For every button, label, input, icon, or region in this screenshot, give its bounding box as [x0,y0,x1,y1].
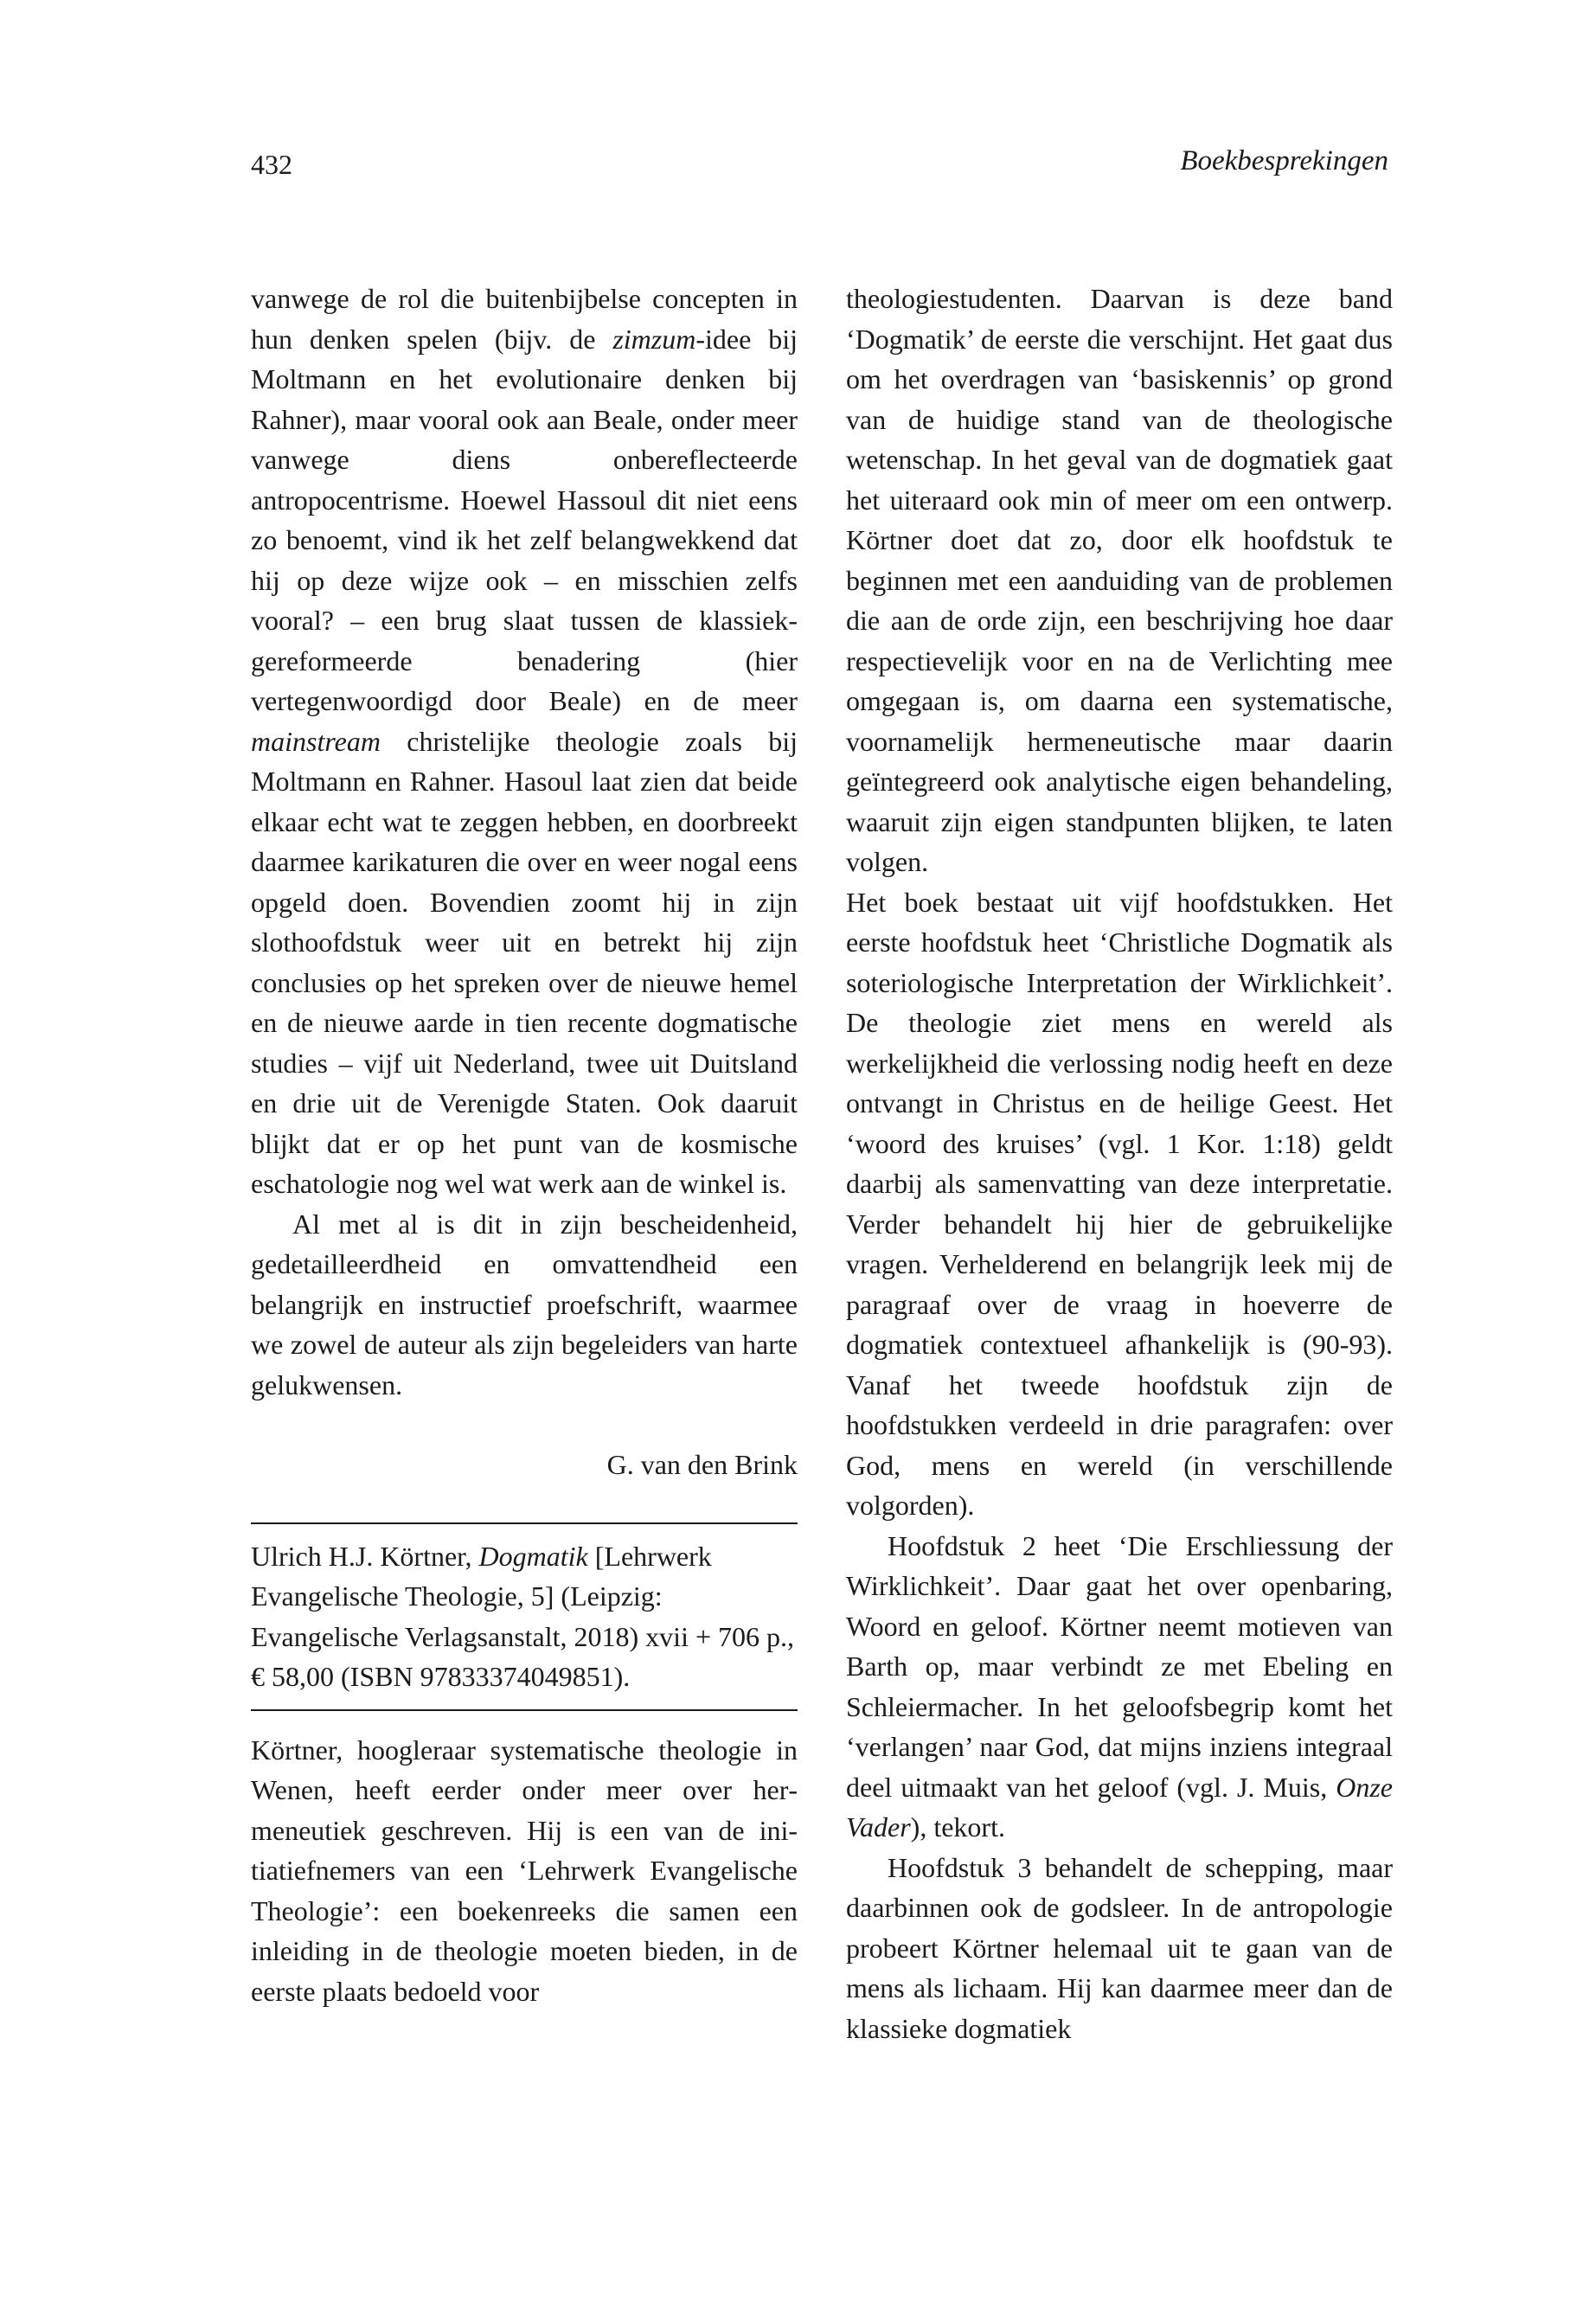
text-run: christelijke theologie zoals bij Moltmann en Rahner. Hasoul laat zien dat beide elkaar echt wat te zeggen hebben, en doorbreekt daarmee karikaturen die over en weer nogal eens opgeld doen. Bovendien zoomt hij in zijn slothoofdstuk weer uit en betrekt hij zijn conclusies op het spreken over de nieuwe hemel en de nieuwe aarde in tien recente dogmatische studies – vijf uit Nederland, twee uit Duitsland en drie uit de Verenigde Staten. Ook daaruit blijkt dat er op het punt van de kosmische eschatologie nog wel wat werk aan de winkel is. [251,725,798,1199]
text-run: ), tekort. [910,1811,1005,1843]
running-head: Boekbesprekingen [1180,145,1388,176]
citation-text [251,1536,798,1697]
italic-term-zimzum: zimzum [612,323,696,355]
left-column [251,279,798,2011]
left-paragraph-2: Al met al is dit in zijn bescheidenheid, gedetailleerdheid en omvattendheid een belangrijk en instructief proefschrift, waarmee we zowel de auteur als zijn begeleiders van harte gelukwensen. [251,1208,798,1400]
text-run: -idee bij Moltmann en het evolutionaire denken bij Rahner), maar vooral ook aan Beale, onder meer vanwege diens onbereflecteerde antropocentrisme. Hoewel Hassoul dit niet eens zo benoemt, vind ik het zelf belangwekkend dat hij op deze wijze ook – en misschien zelfs vooral? – een brug slaat tussen de klassiek-gereformeerde benadering (hier vertegenwoordigd door Beale) en de meer [251,323,798,716]
right-column [846,279,1393,2048]
right-paragraph-4: Hoofdstuk 3 behandelt de schepping, maar daarbinnen ook de godsleer. In de antropologie probeert Körtner helemaal uit te gaan van de mens als lichaam. Hij kan daarmee meer dan de klassieke dogmatiek [846,1851,1393,2044]
text-run: Ulrich H.J. Körtner, [251,1540,479,1572]
cited-title: Onze Vader [846,1771,1393,1843]
right-paragraph-2: Het boek bestaat uit vijf hoofdstukken. Het eerste hoofdstuk heet ‘Christliche Dogmatik als soteriologische Interpretation der Wirklichkeit’. De theologie ziet mens en wereld als werkelijkheid die verlossing nodig heeft en deze ontvangt in Christus en de heilige Geest. Het ‘woord des kruises’ (vgl. 1 Kor. 1:18) geldt daarbij als samenvatting van deze interpretatie. Verder behandelt hij hier de gebruikelijke vragen. Verhelderend en belangrijk leek mij de paragraaf over de vraag in hoeverre de dogmatiek contextueel afhankelijk is (90-93). Vanaf het tweede hoofdstuk zijn de hoofdstukken verdeeld in drie paragrafen: over God, mens en wereld (in verschillende volgorden). [846,886,1393,1521]
left-paragraph-1 [251,279,798,1204]
divider-rule [251,1709,798,1711]
divider-rule [251,1522,798,1524]
book-title: Dogmatik [478,1540,588,1572]
italic-term-mainstream: mainstream [251,725,381,757]
book-citation [251,1536,798,1697]
right-paragraph-1: theologiestudenten. Daarvan is deze band ‘Dogmatik’ de eerste die verschijnt. Het gaat dus om het overdragen van ‘basiskennis’ op grond van de huidige stand van de theologische wetenschap. In het geval van de dogmatiek gaat het uiteraard ook min of meer om een ontwerp. Körtner doet dat zo, door elk hoofdstuk te beginnen met een aanduiding van de problemen die aan de orde zijn, een beschrijving hoe daar respectievelijk voor en na de Verlichting mee omgegaan is, om daarna een systematische, voornamelijk hermeneutische maar daarin geïntegreerd ook analytische eigen behandeling, waaruit zijn eigen standpunten blijken, te laten volgen. [846,283,1393,877]
right-paragraph-3 [846,1526,1393,1848]
left-paragraph-3: Körtner, hoogleraar systematische theologie in Wenen, heeft eerder onder meer over hermeneutiek geschreven. Hij is een van de initiatiefnemers van een ‘Lehrwerk Evangelische Theologie’: een boekenreeks die samen een inleiding in de theologie moeten bieden, in de eerste plaats bedoeld voor [251,1734,798,2007]
text-run: vanwege de rol die buitenbijbelse concepten in hun denken spelen (bijv. de [251,283,798,355]
text-run: Hoofdstuk 2 heet ‘Die Erschliessung der Wirklichkeit’. Daar gaat het over openbaring, Woord en geloof. Körtner neemt motieven van Barth op, maar verbindt ze met Ebeling en Schleiermacher. In het geloofsbegrip komt het ‘verlangen’ naar God, dat mijns inziens integraal deel uitmaakt van het geloof (vgl. J. Muis, [846,1529,1393,1803]
reviewer-signature: G. van den Brink [606,1449,798,1480]
page-number: 432 [251,149,292,180]
text-run: [Lehrwerk Evangelische Theologie, 5] (Leipzig: Evangelische Verlagsanstalt, 2018) xvii + 706 p., € 58,00 (ISBN 97833374049851). [251,1540,794,1692]
